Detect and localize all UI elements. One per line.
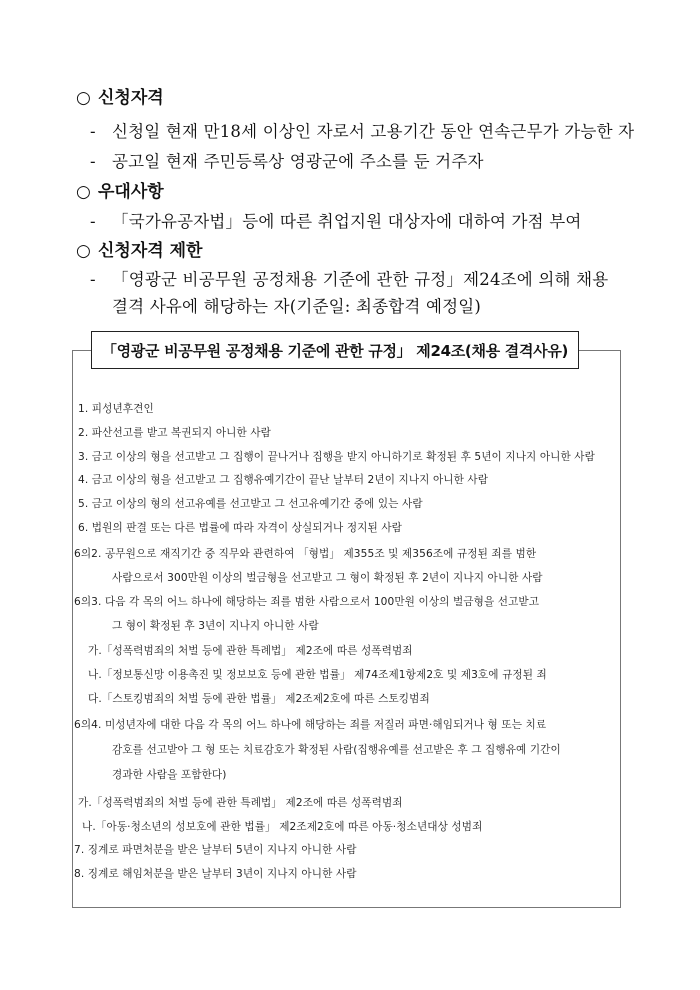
bullet-text: 「영광군 비공무원 공정채용 기준에 관한 규정」제24조에 의해 채용 [112,270,609,289]
regulation-item: 3. 금고 이상의 형을 선고받고 그 집행이 끝나거나 집행을 받지 아니하기로 확정된 후 5년이 지나지 아니한 사람 [78,451,595,463]
regulation-item: 1. 피성년후견인 [78,403,154,415]
heading-text: 우대사항 [98,182,164,202]
section-heading-eligibility [76,83,164,108]
dash-icon: - [90,152,96,171]
regulation-item: 8. 징계로 해임처분을 받은 날부터 3년이 지나지 아니한 사람 [74,868,357,880]
regulation-item: 5. 금고 이상의 형의 선고유예를 선고받고 그 선고유예기간 중에 있는 사람 [78,498,423,510]
regulation-item: 6의3. 다음 각 목의 어느 하나에 해당하는 죄를 범한 사람으로서 100만원 이상의 벌금형을 선고받고 [74,596,540,608]
regulation-subitem: 나.「아동·청소년의 성보호에 관한 법률」 제2조제2호에 따른 아동·청소년대상 성범죄 [82,821,483,833]
regulation-item-continuation: 경과한 사람을 포함한다) [112,769,227,781]
dash-icon: - [90,212,96,231]
section-heading-restrictions [76,236,202,261]
bullet-item [90,208,582,232]
dash-icon: - [90,122,96,141]
dash-icon: - [90,270,96,289]
regulation-item: 4. 금고 이상의 형을 선고받고 그 집행유예기간이 끝난 날부터 2년이 지나지 아니한 사람 [78,474,489,486]
bullet-item [90,118,634,142]
bullet-item [90,148,484,172]
bullet-text: 「국가유공자법」등에 따른 취업지원 대상자에 대하여 가점 부여 [112,212,582,231]
regulation-item-continuation: 감호를 선고받아 그 형 또는 치료감호가 확정된 사람(집행유예를 선고받은 후 그 집행유예 기간이 [112,744,561,756]
regulation-item: 6의4. 미성년자에 대한 다음 각 목의 어느 하나에 해당하는 죄를 저질러 파면·해임되거나 형 또는 치료 [74,719,547,731]
section-heading-preference [76,177,164,202]
bullet-text: 공고일 현재 주민등록상 영광군에 주소를 둔 거주자 [112,152,484,171]
regulation-subitem: 가.「성폭력범죄의 처벌 등에 관한 특례법」 제2조에 따른 성폭력범죄 [78,797,403,809]
heading-text: 신청자격 제한 [98,241,203,261]
regulation-subitem: 다.「스토킹범죄의 처벌 등에 관한 법률」 제2조제2호에 따른 스토킹범죄 [88,693,430,705]
bullet-continuation: 결격 사유에 해당하는 자(기준일: 최종합격 예정일) [112,297,482,316]
circle-marker-icon: ○ [76,182,91,202]
circle-marker-icon: ○ [76,241,91,261]
bullet-text: 신청일 현재 만18세 이상인 자로서 고용기간 동안 연속근무가 가능한 자 [112,122,635,141]
circle-marker-icon: ○ [76,88,91,108]
regulation-item-continuation: 사람으로서 300만원 이상의 벌금형을 선고받고 그 형이 확정된 후 2년이 지나지 아니한 사람 [112,572,543,584]
regulation-item-continuation: 그 형이 확정된 후 3년이 지나지 아니한 사람 [112,620,319,632]
regulation-box-title: 「영광군 비공무원 공정채용 기준에 관한 규정」 제24조(채용 결격사유) [91,331,579,369]
regulation-item: 2. 파산선고를 받고 복권되지 아니한 사람 [78,427,271,439]
regulation-item: 6. 법원의 판결 또는 다른 법률에 따라 자격이 상실되거나 정지된 사람 [78,522,402,534]
regulation-item: 6의2. 공무원으로 재직기간 중 직무와 관련하여 「형법」 제355조 및 제356조에 규정된 죄를 범한 [74,548,537,560]
heading-text: 신청자격 [98,88,164,108]
regulation-subitem: 나.「정보통신망 이용촉진 및 정보보호 등에 관한 법률」 제74조제1항제2호 및 제3호에 규정된 죄 [88,669,547,681]
regulation-item: 7. 징계로 파면처분을 받은 날부터 5년이 지나지 아니한 사람 [74,844,357,856]
bullet-item [90,266,608,290]
regulation-subitem: 가.「성폭력범죄의 처벌 등에 관한 특례법」 제2조에 따른 성폭력범죄 [88,645,413,657]
